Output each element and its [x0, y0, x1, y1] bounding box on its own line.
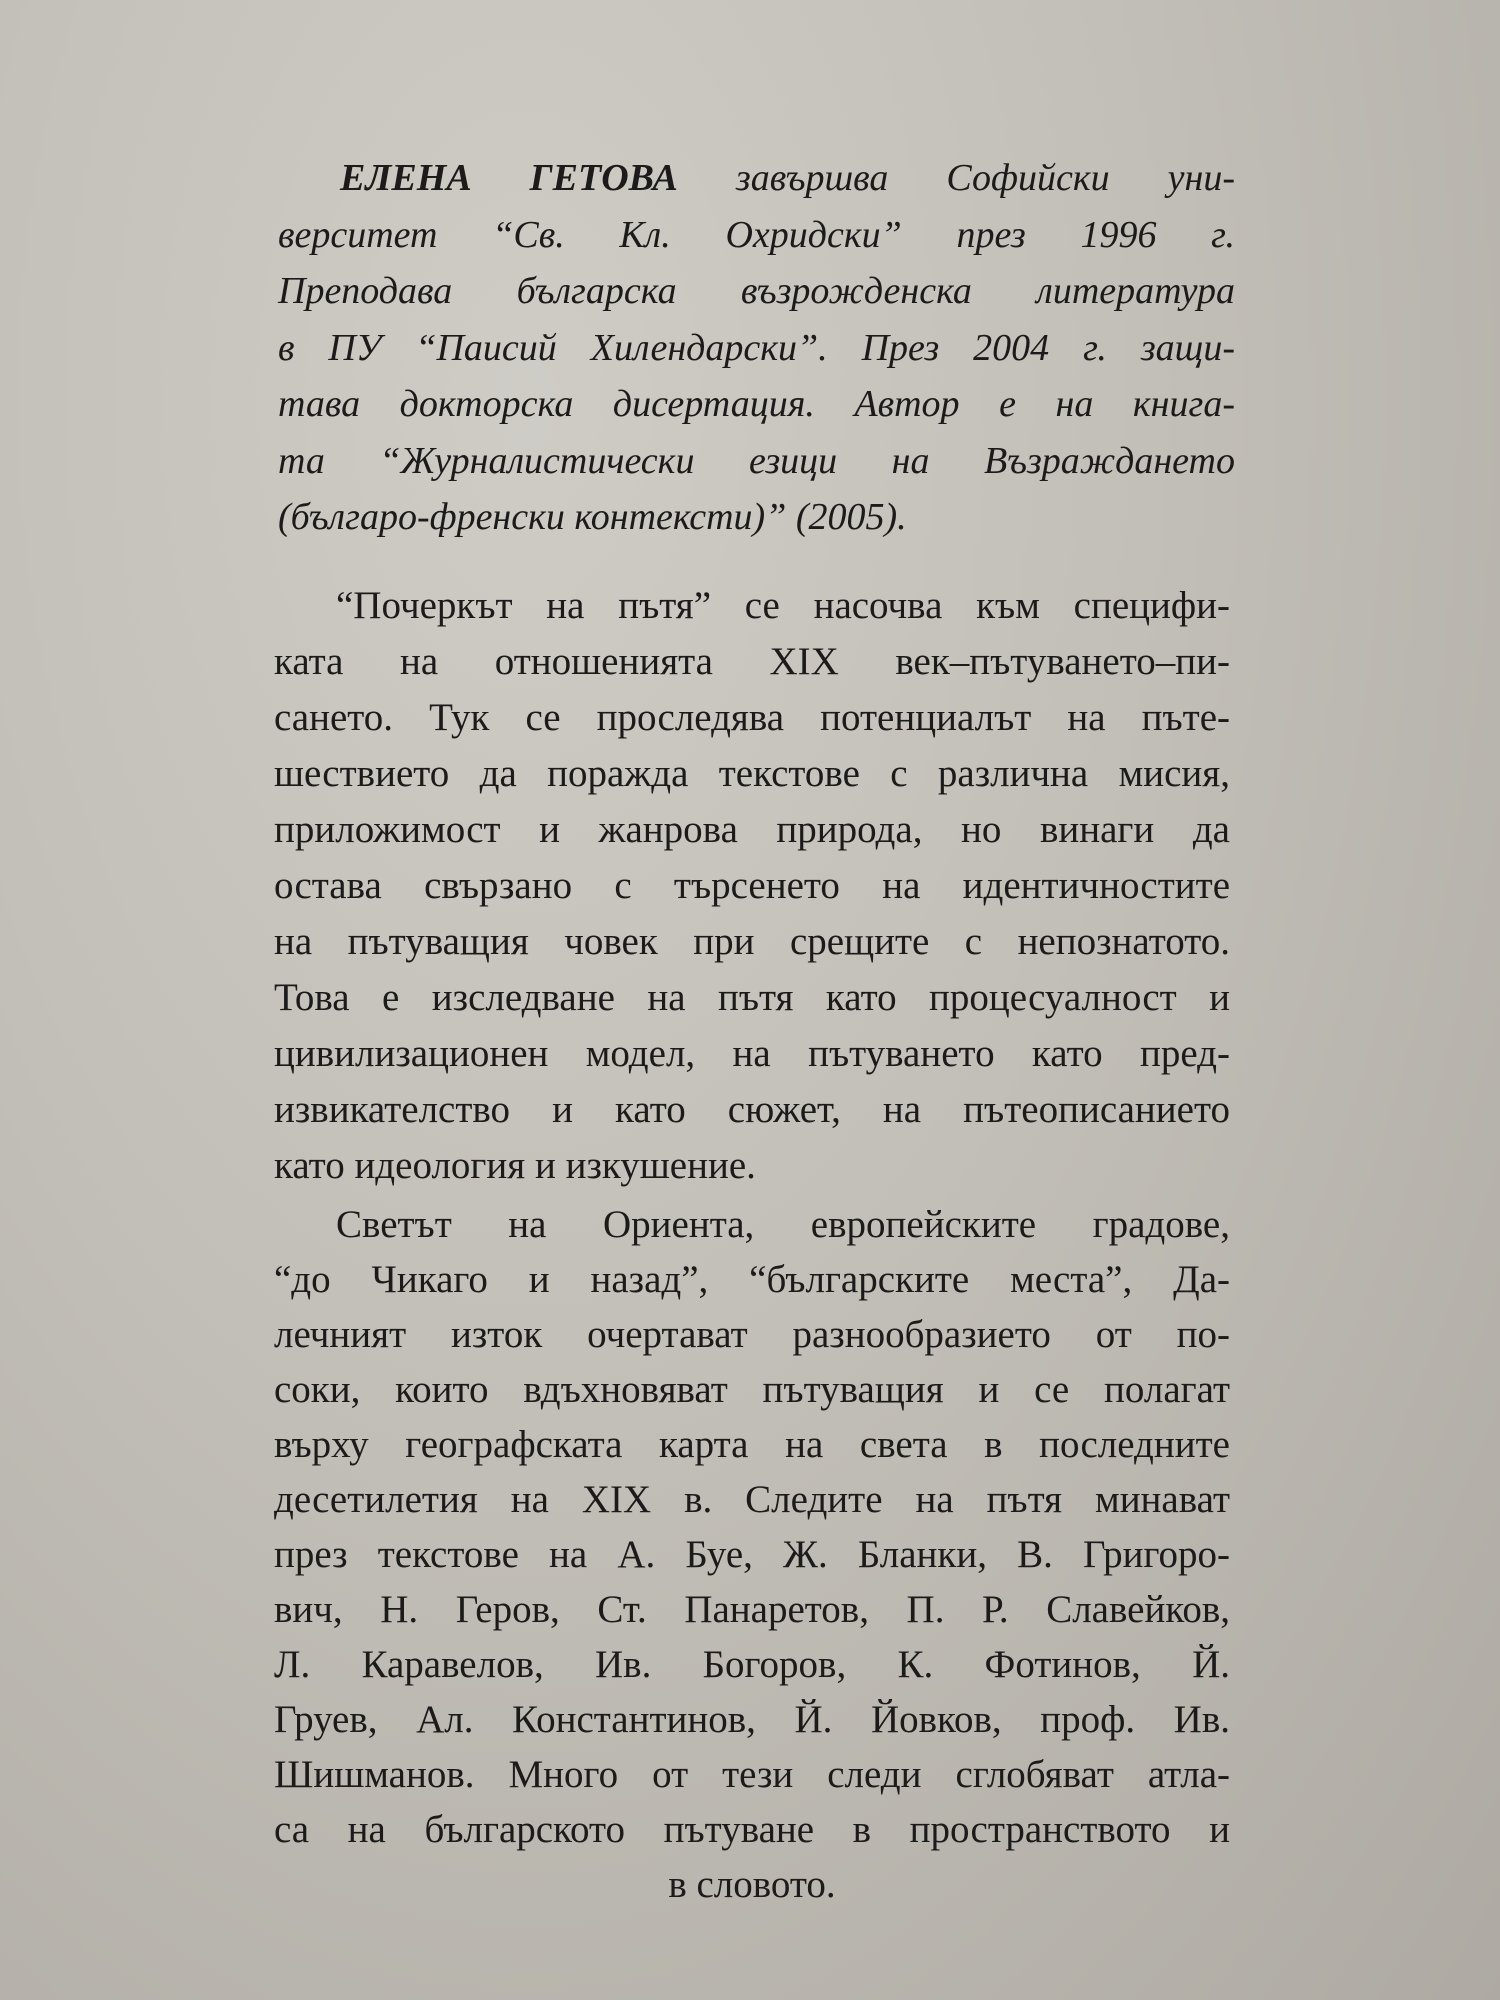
text-line: Светът на Ориента, европейските градове,: [336, 1203, 1230, 1246]
text-line: (българо-френски контексти)” (2005).: [278, 496, 907, 538]
text-line: Шишманов. Много от тези следи сглобяват атла-: [274, 1753, 1230, 1796]
text-line: остава свързано с търсенето на идентичностите: [274, 864, 1230, 907]
text-line: верситет “Св. Кл. Охридски” през 1996 г.: [278, 213, 1235, 256]
author-name: ЕЛЕНА ГЕТОВА: [340, 157, 678, 199]
text-line: десетилетия на XIX в. Следите на пътя минават: [274, 1478, 1230, 1521]
text-line: тава докторска дисертация. Автор е на книга-: [278, 383, 1235, 425]
text-line: соки, които вдъхновяват пътуващия и се полагат: [274, 1368, 1230, 1411]
text-line: като идеология и изкушение.: [274, 1144, 756, 1187]
text-line: върху географската карта на света в последните: [274, 1423, 1230, 1466]
description-paragraph-2: [274, 1197, 1230, 1912]
text-line: “Почеркът на пътя” се насочва към специфи-: [336, 584, 1230, 627]
text-line: в словото.: [668, 1863, 836, 1906]
text-line: цивилизационен модел, на пътуването като пред-: [274, 1032, 1230, 1075]
text-line: сането. Тук се проследява потенциалът на пъте-: [274, 696, 1230, 739]
text-line-rest: завършва Софийски уни-: [677, 157, 1235, 199]
text-line: извикателство и като сюжет, на пътеописанието: [274, 1088, 1230, 1131]
text-line: лечният изток очертават разнообразието от по-: [274, 1313, 1230, 1356]
text-line: [278, 150, 1235, 207]
author-bio: [278, 150, 1235, 546]
text-line: Преподава българска възрожденска литература: [278, 270, 1235, 312]
text-line: Груев, Ал. Константинов, Й. Йовков, проф. Ив.: [274, 1698, 1230, 1741]
text-line: на пътуващия човек при срещите с непознатото.: [274, 920, 1230, 963]
text-line: Това е изследване на пътя като процесуалност и: [274, 976, 1230, 1019]
text-line: през текстове на А. Буе, Ж. Бланки, В. Григоро-: [274, 1533, 1230, 1576]
text-line: приложимост и жанрова природа, но винаги да: [274, 808, 1230, 851]
text-line: “до Чикаго и назад”, “българските места”, Да-: [274, 1258, 1230, 1301]
text-line: Л. Каравелов, Ив. Богоров, К. Фотинов, Й.: [274, 1643, 1230, 1686]
text-line: шествието да поражда текстове с различна мисия,: [274, 752, 1230, 795]
text-line: в ПУ “Паисий Хилендарски”. През 2004 г. защи-: [278, 326, 1235, 369]
text-line: вич, Н. Геров, Ст. Панаретов, П. Р. Славейков,: [274, 1588, 1230, 1631]
description-paragraph-1: [274, 578, 1230, 1194]
text-line: та “Журналистически езици на Възраждането: [278, 439, 1235, 482]
text-line: са на българското пътуване в пространството и: [274, 1808, 1230, 1851]
text-line: ката на отношенията XIX век–пътуването–пи-: [274, 640, 1230, 683]
